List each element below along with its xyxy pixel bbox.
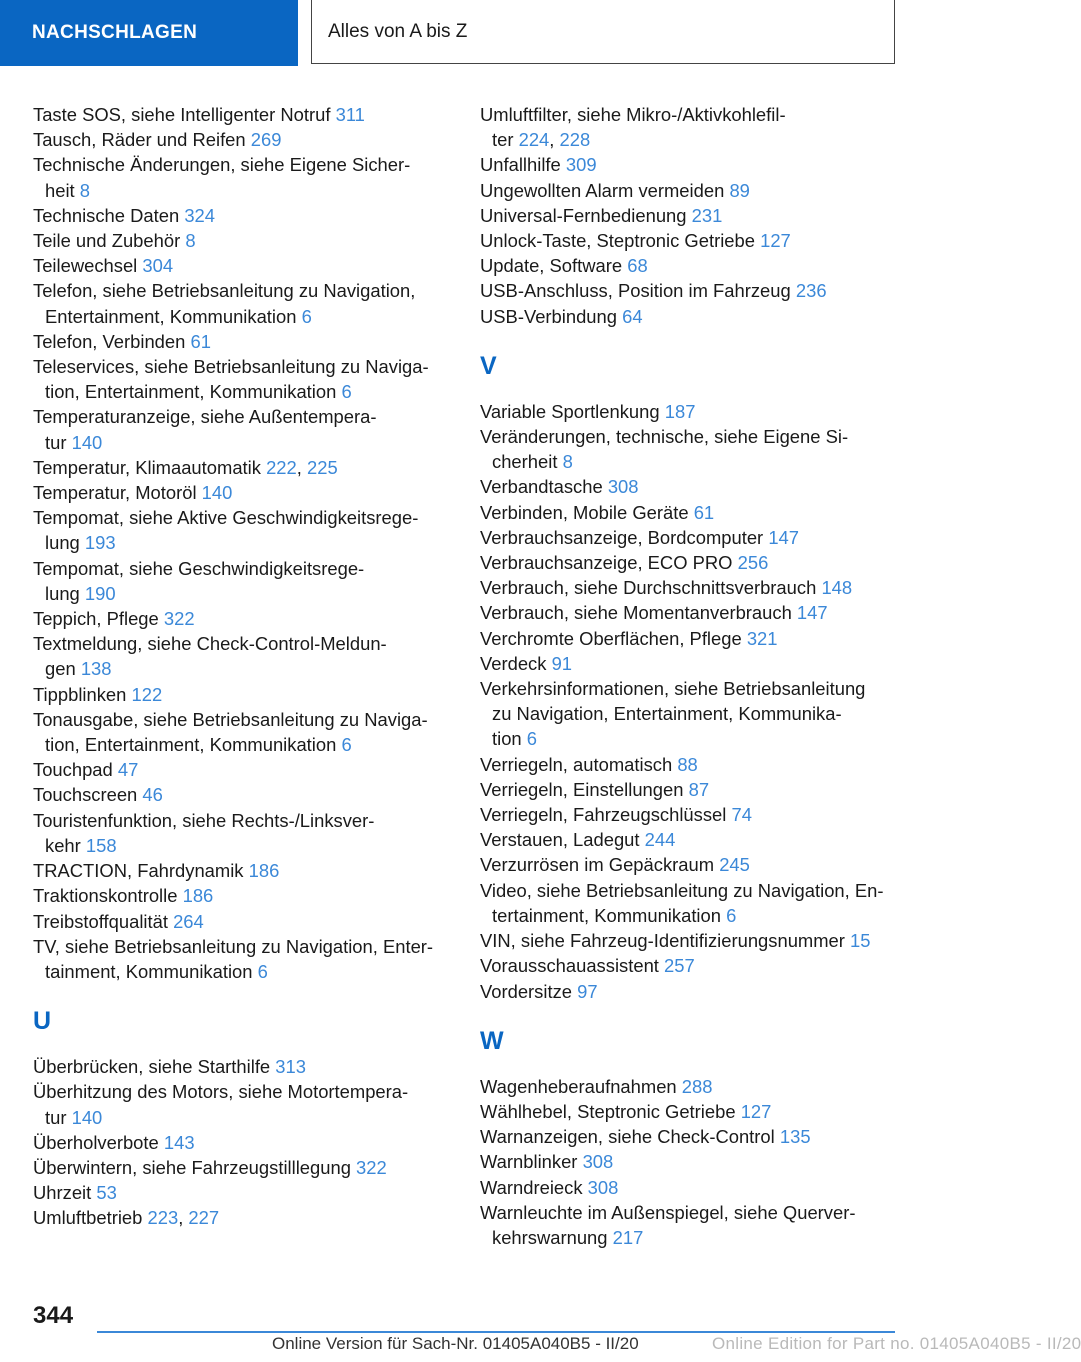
- page-reference-link[interactable]: 138: [80, 658, 112, 680]
- index-entry-term: heit: [45, 179, 75, 201]
- index-entry-term: TRACTION, Fahrdynamik: [33, 860, 244, 882]
- index-entry: [480, 278, 900, 303]
- page-reference-link[interactable]: 187: [664, 400, 696, 422]
- index-entry: [33, 682, 453, 707]
- page-reference-link[interactable]: 6: [341, 381, 352, 403]
- index-entry-term: Touchpad: [33, 759, 113, 781]
- index-entry-term: USB-Anschluss, Position im Fahrzeug: [480, 280, 791, 302]
- index-entry-term: Vordersitze: [480, 980, 572, 1002]
- page-reference-link[interactable]: 321: [746, 627, 778, 649]
- index-entry: [33, 127, 453, 152]
- index-entry-term: Umluftbetrieb: [33, 1207, 143, 1229]
- index-entry-term: Umluftfilter, siehe Mikro-/Aktivkohlefil-: [480, 104, 786, 125]
- index-entry: [33, 1054, 453, 1079]
- index-entry-term: Universal-Fernbedienung: [480, 204, 687, 226]
- page-reference-link[interactable]: 8: [79, 179, 91, 201]
- page-reference-link[interactable]: 127: [740, 1100, 772, 1122]
- page-reference-link[interactable]: 61: [693, 501, 715, 523]
- index-entry-term: Tempomat, siehe Aktive Geschwindigkeitsrege-: [33, 507, 419, 529]
- index-entry: [480, 474, 900, 499]
- index-entry: [33, 808, 453, 858]
- index-entry: [33, 757, 453, 782]
- page-reference-link[interactable]: 322: [163, 608, 195, 630]
- page-reference-link[interactable]: 64: [622, 305, 643, 327]
- index-entry: [480, 178, 900, 203]
- index-entry: [33, 354, 453, 404]
- index-entry-term: Unlock-Taste, Steptronic Getriebe: [480, 230, 755, 252]
- index-entry: [480, 827, 900, 852]
- index-entry-term: Unfallhilfe: [480, 154, 561, 176]
- page-reference-link[interactable]: 224: [518, 129, 550, 151]
- page-reference-link[interactable]: 304: [142, 255, 174, 277]
- index-entry-term: Verstauen, Ladegut: [480, 829, 640, 851]
- index-entry: [480, 777, 900, 802]
- index-entry-term: Temperatur, Klimaautomatik: [33, 456, 261, 478]
- page-reference-link[interactable]: 269: [250, 129, 282, 151]
- index-entry: [33, 1079, 453, 1129]
- page-reference-link[interactable]: 309: [565, 154, 597, 176]
- index-entry-term: Überholverbote: [33, 1131, 159, 1153]
- index-entry-term: cherheit: [492, 451, 558, 473]
- page-reference-link[interactable]: 236: [795, 280, 827, 302]
- page-reference-link[interactable]: 88: [677, 753, 698, 775]
- index-entry-term: Teppich, Pflege: [33, 608, 159, 630]
- page-reference-link[interactable]: 6: [526, 728, 538, 750]
- page-reference-link[interactable]: 61: [190, 330, 211, 352]
- page-reference-link[interactable]: 245: [719, 854, 750, 876]
- index-entry-term: Wählhebel, Steptronic Getriebe: [480, 1100, 736, 1122]
- page-reference-link[interactable]: 147: [796, 602, 828, 624]
- index-entry: [480, 152, 900, 177]
- index-entry-term: Ungewollten Alarm vermeiden: [480, 179, 725, 201]
- index-entry-term: Tausch, Räder und Reifen: [33, 129, 246, 151]
- index-entry: [480, 651, 900, 676]
- page-reference-link[interactable]: 256: [737, 552, 769, 574]
- page-reference-link[interactable]: 140: [71, 431, 103, 453]
- index-entry: [33, 228, 453, 253]
- index-entry-term: kehr: [45, 834, 81, 856]
- page-reference-link[interactable]: 217: [612, 1226, 644, 1248]
- page-reference-link[interactable]: 6: [301, 305, 312, 327]
- page-reference-link[interactable]: 257: [664, 955, 695, 977]
- page-reference-link[interactable]: 8: [562, 451, 573, 473]
- index-entry-term: Überbrücken, siehe Starthilfe: [33, 1056, 271, 1078]
- index-entry: Umluftfilter, siehe Mikro-/Aktivkohlefil- ter 224, 228: [480, 104, 786, 151]
- page-reference-link[interactable]: 74: [731, 804, 752, 826]
- index-entry: [33, 329, 453, 354]
- index-entry: [480, 228, 900, 253]
- page-reference-link[interactable]: 140: [201, 482, 233, 504]
- index-entry: [33, 152, 453, 202]
- page-reference-link[interactable]: 87: [688, 778, 710, 800]
- index-column-left: [33, 102, 453, 1231]
- index-entry: [480, 575, 900, 600]
- page-reference-link[interactable]: 8: [185, 230, 196, 252]
- index-entry-term: Verdeck: [480, 652, 547, 674]
- index-entry-term: Verriegeln, Fahrzeugschlüssel: [480, 804, 727, 826]
- index-entry-term: tur: [45, 1106, 67, 1128]
- index-entry: [33, 102, 453, 127]
- page-reference-link[interactable]: 231: [691, 204, 723, 226]
- index-entry-term: Warnblinker: [480, 1151, 578, 1173]
- page-reference-link[interactable]: 186: [248, 860, 280, 882]
- page-reference-link[interactable]: 6: [726, 904, 737, 926]
- index-entry: [480, 500, 900, 525]
- index-entry: [480, 1149, 900, 1174]
- index-entry: [33, 1155, 453, 1180]
- index-entry-term: lung: [45, 582, 80, 604]
- page-number: 344: [33, 1302, 74, 1329]
- chapter-title: Alles von A bis Z: [311, 0, 895, 64]
- index-entry: [480, 979, 900, 1004]
- index-entry: [33, 480, 453, 505]
- page-reference-link[interactable]: 15: [850, 930, 871, 952]
- section-tab: NACHSCHLAGEN: [0, 0, 298, 66]
- page-reference-link[interactable]: 308: [607, 476, 639, 498]
- index-entry-term: Verriegeln, Einstellungen: [480, 778, 684, 800]
- page-reference-link[interactable]: 47: [117, 759, 139, 781]
- entry-group-u-continued: [480, 102, 900, 329]
- index-entry: [480, 1099, 900, 1124]
- page-reference-link[interactable]: 264: [173, 910, 204, 932]
- index-entry-term: zu Navigation, Entertainment, Kommunika-: [492, 703, 842, 725]
- index-entry: [480, 1074, 900, 1099]
- index-entry: [480, 399, 900, 424]
- entry-group-w: [480, 1074, 900, 1250]
- page-reference-link[interactable]: 288: [681, 1075, 713, 1097]
- index-entry-term: Entertainment, Kommunikation: [45, 305, 297, 327]
- index-entry-term: Temperaturanzeige, siehe Außentempera-: [33, 406, 377, 428]
- page-reference-link[interactable]: 223: [147, 1207, 179, 1229]
- index-entry-term: Überwintern, siehe Fahrzeugstilllegung: [33, 1156, 351, 1178]
- index-entry-term: Tonausgabe, siehe Betriebsanleitung zu Naviga-: [33, 708, 428, 730]
- index-entry-term: kehrswarnung: [492, 1226, 608, 1248]
- index-entry-term: Teilewechsel: [33, 255, 138, 277]
- index-entry-term: ter: [492, 129, 514, 151]
- index-entry-term: Verkehrsinformationen, siehe Betriebsanleitung: [480, 678, 866, 700]
- index-entry-term: tainment, Kommunikation: [45, 960, 253, 982]
- index-column-right: [480, 102, 900, 1250]
- index-entry-term: Temperatur, Motoröl: [33, 482, 197, 504]
- index-entry: [33, 909, 453, 934]
- index-entry-term: Warnleuchte im Außenspiegel, siehe Querver-: [480, 1201, 856, 1223]
- index-entry-term: Verbrauch, siehe Momentanverbrauch: [480, 602, 792, 624]
- page-reference-link[interactable]: 127: [760, 230, 791, 252]
- index-entry-term: Tempomat, siehe Geschwindigkeitsrege-: [33, 557, 365, 579]
- index-entry-term: Technische Daten: [33, 204, 180, 226]
- index-entry: [33, 883, 453, 908]
- index-entry-term: Variable Sportlenkung: [480, 400, 660, 422]
- page-reference-link[interactable]: 186: [182, 885, 214, 907]
- page-reference-link[interactable]: 193: [84, 532, 116, 554]
- index-entry-term: Update, Software: [480, 255, 623, 277]
- page-reference-link[interactable]: 53: [96, 1182, 117, 1204]
- index-entry-term: lung: [45, 532, 80, 554]
- page-reference-link[interactable]: 324: [184, 204, 216, 226]
- index-entry-term: tur: [45, 431, 67, 453]
- index-entry: Umluftbetrieb 223, 227: [33, 1207, 220, 1229]
- page-reference-link[interactable]: 46: [142, 784, 163, 806]
- index-entry: [480, 1200, 900, 1250]
- footer-divider: [97, 1331, 895, 1333]
- index-entry-term: USB-Verbindung: [480, 305, 617, 327]
- index-entry-term: Traktionskontrolle: [33, 885, 178, 907]
- page-header: [0, 0, 960, 66]
- index-entry: [33, 631, 453, 681]
- index-entry: [480, 525, 900, 550]
- index-entry: [480, 550, 900, 575]
- entry-group-t: [33, 102, 453, 984]
- index-entry: [480, 752, 900, 777]
- index-letter-v: V: [480, 351, 497, 380]
- index-entry-term: Technische Änderungen, siehe Eigene Sicher-: [33, 154, 411, 176]
- index-entry: [480, 304, 900, 329]
- index-entry: [480, 676, 900, 752]
- page-reference-link[interactable]: 190: [84, 582, 116, 604]
- index-entry-term: Touchscreen: [33, 784, 138, 806]
- index-entry: [480, 424, 900, 474]
- index-entry-term: tion, Entertainment, Kommunikation: [45, 734, 337, 756]
- page-reference-link[interactable]: 6: [341, 734, 352, 756]
- index-entry: [480, 953, 900, 978]
- index-entry: [33, 556, 453, 606]
- index-entry-term: Verriegeln, automatisch: [480, 753, 673, 775]
- index-entry-term: Treibstoffqualität: [33, 910, 168, 932]
- page-reference-link[interactable]: 122: [131, 683, 163, 705]
- index-entry: [480, 626, 900, 651]
- page-reference-link[interactable]: 158: [85, 834, 117, 856]
- footer-online-version: Online Version für Sach-Nr. 01405A040B5 - II/20: [272, 1334, 639, 1353]
- page-reference-link[interactable]: 244: [644, 829, 676, 851]
- index-entry-term: Touristenfunktion, siehe Rechts-/Linksver-: [33, 809, 375, 831]
- index-entry-term: tertainment, Kommunikation: [492, 904, 721, 926]
- page-reference-link[interactable]: 322: [356, 1156, 387, 1178]
- index-entry-term: VIN, siehe Fahrzeug-Identifizierungsnummer: [480, 930, 845, 952]
- index-entry-term: gen: [45, 658, 76, 680]
- page-reference-link[interactable]: 135: [779, 1126, 811, 1148]
- index-entry-term: Verbrauch, siehe Durchschnittsverbrauch: [480, 577, 817, 599]
- index-entry: [480, 1175, 900, 1200]
- index-entry: [480, 253, 900, 278]
- index-entry-term: Verbrauchsanzeige, Bordcomputer: [480, 526, 764, 548]
- page-reference-link[interactable]: 97: [577, 980, 598, 1002]
- index-entry: [480, 928, 900, 953]
- page-reference-link[interactable]: 313: [275, 1056, 306, 1078]
- index-entry: [33, 934, 453, 984]
- index-entry: [33, 203, 453, 228]
- page-reference-link[interactable]: 227: [188, 1207, 220, 1229]
- index-entry: [33, 1180, 453, 1205]
- index-entry: [33, 253, 453, 278]
- index-entry-term: Teleservices, siehe Betriebsanleitung zu Naviga-: [33, 356, 429, 378]
- index-entry: [480, 203, 900, 228]
- index-entry-term: Uhrzeit: [33, 1182, 92, 1204]
- index-entry-term: Warnanzeigen, siehe Check-Control: [480, 1126, 775, 1148]
- page-reference-link[interactable]: 228: [559, 129, 591, 151]
- index-entry: [33, 1130, 453, 1155]
- index-entry: Temperatur, Klimaautomatik 222, 225: [33, 456, 338, 478]
- entry-group-u: [33, 1054, 453, 1230]
- index-entry-term: Telefon, Verbinden: [33, 330, 186, 352]
- page-reference-link[interactable]: 6: [257, 960, 268, 982]
- index-entry: [33, 606, 453, 631]
- page-reference-link[interactable]: 143: [163, 1131, 195, 1153]
- index-entry-term: Video, siehe Betriebsanleitung zu Navigation, En-: [480, 879, 884, 901]
- index-entry-term: Tippblinken: [33, 683, 127, 705]
- index-entry: [33, 707, 453, 757]
- index-entry: [480, 802, 900, 827]
- index-entry-term: Verbinden, Mobile Geräte: [480, 501, 689, 523]
- index-entry-term: Taste SOS, siehe Intelligenter Notruf: [33, 104, 331, 125]
- index-entry-term: TV, siehe Betriebsanleitung zu Navigation, Enter-: [33, 935, 434, 957]
- page-reference-link[interactable]: 140: [71, 1106, 103, 1128]
- index-entry-term: Telefon, siehe Betriebsanleitung zu Navigation,: [33, 280, 416, 302]
- index-entry-term: Veränderungen, technische, siehe Eigene Si-: [480, 426, 849, 448]
- index-entry-term: Verchromte Oberflächen, Pflege: [480, 627, 742, 649]
- page-reference-link[interactable]: 308: [587, 1176, 619, 1198]
- index-entry-term: Textmeldung, siehe Check-Control-Meldun-: [33, 633, 387, 655]
- index-entry: [480, 878, 900, 928]
- index-entry: [480, 852, 900, 877]
- page-reference-link[interactable]: 225: [306, 456, 338, 478]
- index-letter-u: U: [33, 1007, 52, 1036]
- index-entry-term: Teile und Zubehör: [33, 230, 181, 252]
- index-entry: [480, 600, 900, 625]
- index-entry-term: Verbandtasche: [480, 476, 603, 498]
- index-entry: [33, 505, 453, 555]
- index-entry: [33, 278, 453, 328]
- page-reference-link[interactable]: 91: [551, 652, 573, 674]
- page-reference-link[interactable]: 308: [582, 1151, 614, 1173]
- index-entry: [33, 404, 453, 454]
- page-reference-link[interactable]: 89: [729, 179, 750, 201]
- page-reference-link[interactable]: 68: [627, 255, 648, 277]
- index-entry: [480, 1124, 900, 1149]
- index-entry-term: Warndreieck: [480, 1176, 583, 1198]
- index-entry-term: Verzurrösen im Gepäckraum: [480, 854, 715, 876]
- page-reference-link[interactable]: 147: [768, 526, 799, 548]
- index-entry: [33, 782, 453, 807]
- index-entry: [33, 858, 453, 883]
- index-entry-term: tion, Entertainment, Kommunikation: [45, 381, 337, 403]
- index-entry-term: Überhitzung des Motors, siehe Motortempera-: [33, 1081, 409, 1103]
- index-entry-term: Wagenheberaufnahmen: [480, 1075, 677, 1097]
- index-entry-term: Verbrauchsanzeige, ECO PRO: [480, 552, 733, 574]
- page-reference-link[interactable]: 222: [266, 456, 297, 478]
- page-reference-link[interactable]: 148: [821, 577, 853, 599]
- footer-watermark: Online Edition for Part no. 01405A040B5 - II/20: [712, 1334, 1081, 1353]
- index-entry-term: Vorausschauassistent: [480, 955, 659, 977]
- index-entry-term: tion: [492, 728, 522, 750]
- page-reference-link[interactable]: 311: [335, 104, 365, 125]
- entry-group-v: [480, 399, 900, 1004]
- index-letter-w: W: [480, 1026, 504, 1055]
